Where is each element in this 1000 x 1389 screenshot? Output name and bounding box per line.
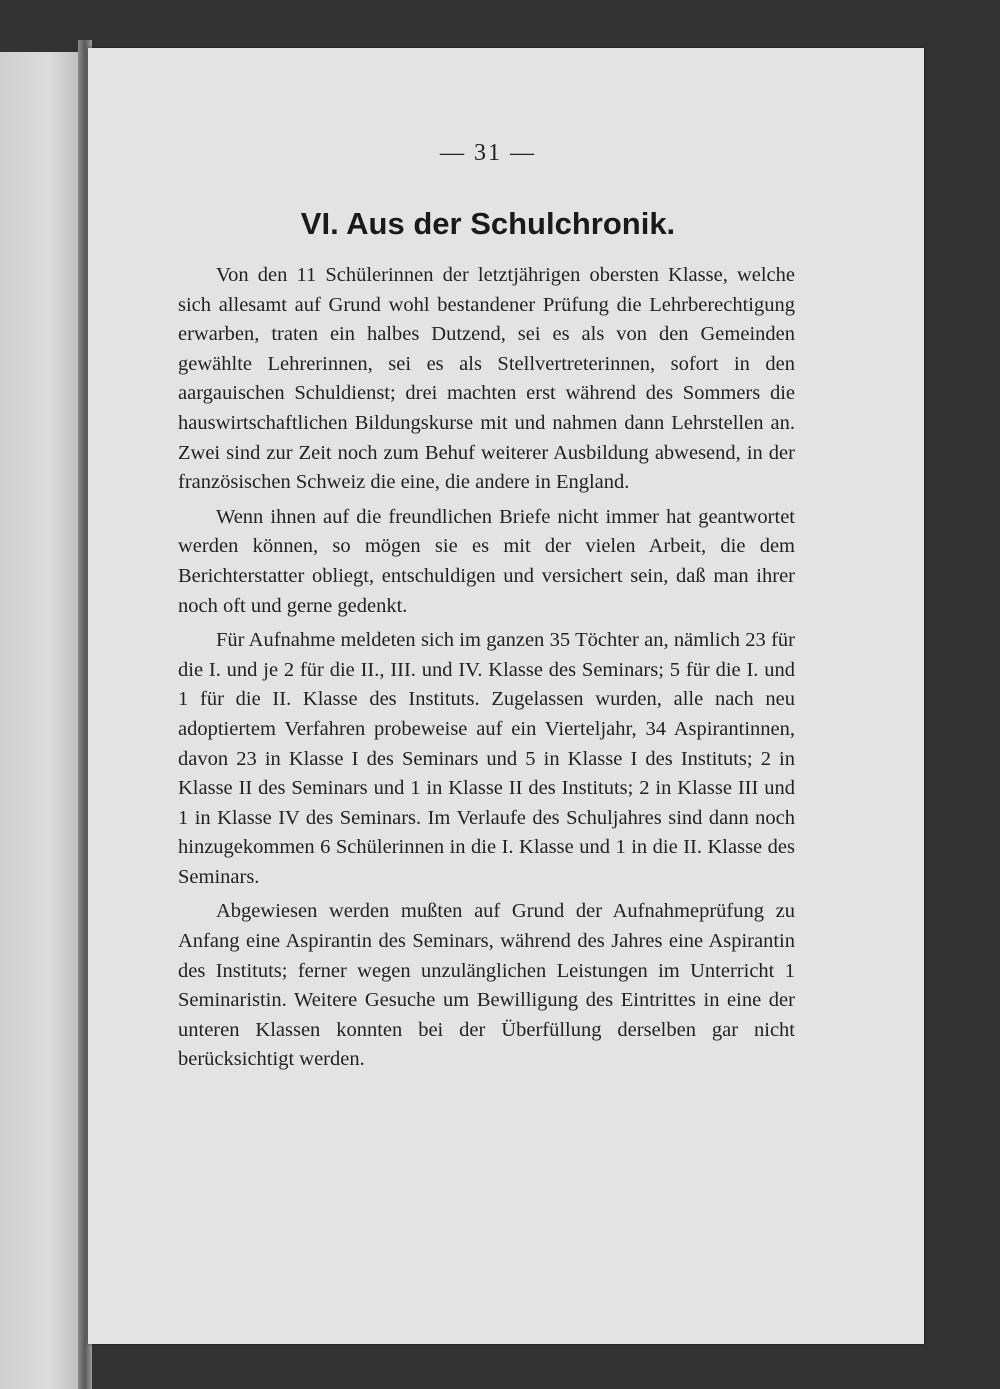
section-heading: VI. Aus der Schulchronik. bbox=[300, 206, 676, 241]
page-number: — 31 — bbox=[440, 140, 536, 166]
paragraph-admissions: Für Aufnahme meldeten sich im ganzen 35 Töchter an, nämlich 23 für die I. und je 2 für die II., III. und IV. Klasse des Seminars; 5 für die I. und 1 für die II. Klasse des Instituts. Zugelassen wurden, alle nach neu adoptiertem Verfahren probeweise auf ein Vierteljahr, 34 Aspirantinnen, davon 23 in Klasse I des Seminars und 5 in Klasse I des Instituts; 2 in Klasse II des Seminars und 1 in Klasse II des Instituts; 2 in Klasse III und 1 in Klasse IV des Seminars. Im Verlaufe des Schuljahres sind dann noch hinzugekommen 6 Schülerinnen in die I. Klasse und 1 in die II. Klasse des Seminars. bbox=[178, 629, 795, 888]
paragraph-rejections: Abgewiesen werden mußten auf Grund der Aufnahmeprüfung zu Anfang eine Aspirantin des Seminars, während des Jahres eine Aspirantin des Instituts; ferner wegen unzulänglichen Leistungen im Unterricht 1 Seminaristin. Weitere Gesuche um Bewilligung des Eintrittes in eine der unteren Klassen konnten bei der Überfüllung derselben gar nicht berücksichtigt werden. bbox=[178, 900, 795, 1071]
paragraph-letters: Wenn ihnen auf die freundlichen Briefe nicht immer hat geantwortet werden können, so mögen sie es mit der vielen Arbeit, die dem Berichterstatter obliegt, entschuldigen und versichert sein, daß man ihrer noch oft und gerne gedenkt. bbox=[178, 505, 795, 617]
previous-page-edge bbox=[0, 52, 82, 1389]
paragraph-graduates: Von den 11 Schülerinnen der letztjährigen obersten Klasse, welche sich allesamt auf Grund wohl bestandener Prüfung die Lehrberechtigung erwarben, traten ein halbes Dutzend, sei es als von den Gemeinden gewählte Lehrerinnen, sei es als Stellvertreterinnen, sofort in den aargauischen Schuldienst; drei machten erst während des Sommers die hauswirtschaftlichen Bildungskurse mit und nahmen dann Lehrstellen an. Zwei sind zur Zeit noch zum Behuf weiterer Ausbildung abwesend, in der französischen Schweiz die eine, die andere in England. bbox=[178, 264, 795, 494]
book-page bbox=[88, 48, 924, 1344]
body-text bbox=[178, 261, 795, 1080]
